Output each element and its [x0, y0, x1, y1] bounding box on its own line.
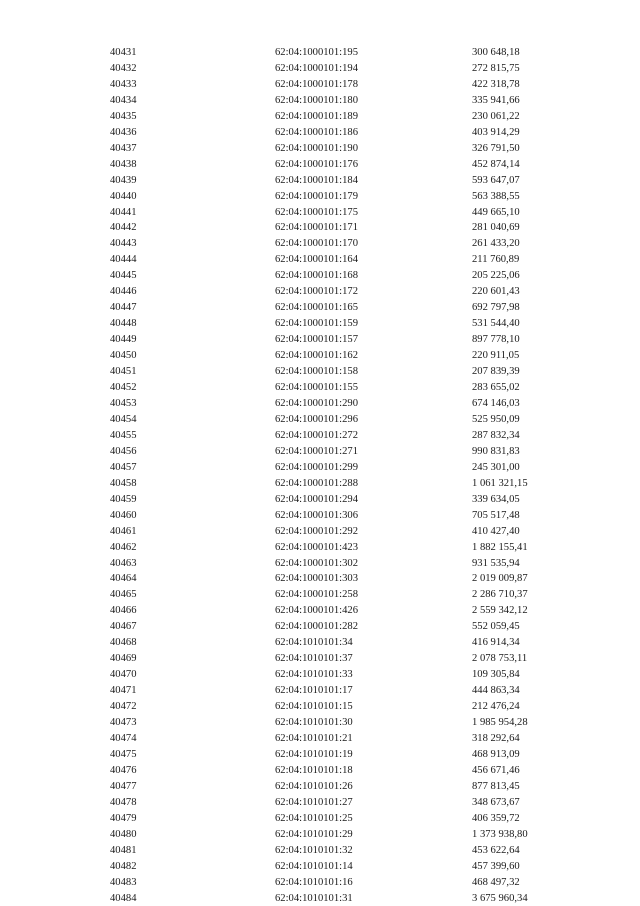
table-row — [0, 651, 640, 667]
cadastral-number: 62:04:1000101:303 — [275, 573, 358, 585]
row-number: 40437 — [110, 142, 137, 154]
table-row — [0, 747, 640, 763]
row-number: 40442 — [110, 222, 137, 234]
cadastral-number: 62:04:1010101:17 — [275, 685, 353, 697]
cadastral-value: 456 671,46 — [472, 764, 520, 776]
cadastral-number: 62:04:1000101:186 — [275, 126, 358, 138]
row-number: 40433 — [110, 78, 137, 90]
cadastral-value: 2 286 710,37 — [472, 589, 528, 601]
table-row — [0, 508, 640, 524]
row-number: 40436 — [110, 126, 137, 138]
cadastral-value: 205 225,06 — [472, 270, 520, 282]
table-row — [0, 763, 640, 779]
table-row — [0, 444, 640, 460]
table-row — [0, 348, 640, 364]
cadastral-value: 3 675 960,34 — [472, 892, 528, 904]
cadastral-number: 62:04:1000101:175 — [275, 206, 358, 218]
cadastral-value: 1 061 321,15 — [472, 477, 528, 489]
table-row — [0, 125, 640, 141]
cadastral-value: 406 359,72 — [472, 812, 520, 824]
table-row — [0, 460, 640, 476]
cadastral-number: 62:04:1000101:162 — [275, 350, 358, 362]
cadastral-number: 62:04:1000101:302 — [275, 557, 358, 569]
cadastral-number: 62:04:1000101:164 — [275, 254, 358, 266]
row-number: 40440 — [110, 190, 137, 202]
cadastral-value: 444 863,34 — [472, 685, 520, 697]
cadastral-number: 62:04:1010101:32 — [275, 844, 353, 856]
cadastral-value: 593 647,07 — [472, 174, 520, 186]
cadastral-value: 416 914,34 — [472, 637, 520, 649]
table-row — [0, 603, 640, 619]
cadastral-value: 207 839,39 — [472, 366, 520, 378]
cadastral-number: 62:04:1000101:258 — [275, 589, 358, 601]
cadastral-value: 2 078 753,11 — [472, 653, 528, 665]
cadastral-value: 990 831,83 — [472, 445, 520, 457]
row-number: 40441 — [110, 206, 137, 218]
cadastral-value: 449 665,10 — [472, 206, 520, 218]
cadastral-value: 552 059,45 — [472, 621, 520, 633]
table-row — [0, 45, 640, 61]
table-row — [0, 827, 640, 843]
cadastral-value: 220 911,05 — [472, 350, 520, 362]
row-number: 40448 — [110, 318, 137, 330]
table-row — [0, 699, 640, 715]
cadastral-number: 62:04:1010101:37 — [275, 653, 353, 665]
cadastral-number: 62:04:1000101:426 — [275, 605, 358, 617]
table-row — [0, 524, 640, 540]
table-row — [0, 891, 640, 906]
cadastral-value: 468 497,32 — [472, 876, 520, 888]
row-number: 40475 — [110, 748, 137, 760]
cadastral-value: 283 655,02 — [472, 382, 520, 394]
row-number: 40434 — [110, 94, 137, 106]
row-number: 40466 — [110, 605, 137, 617]
cadastral-value: 1 882 155,41 — [472, 541, 528, 553]
cadastral-value: 335 941,66 — [472, 94, 520, 106]
cadastral-number: 62:04:1000101:271 — [275, 445, 358, 457]
row-number: 40473 — [110, 717, 137, 729]
cadastral-number: 62:04:1000101:159 — [275, 318, 358, 330]
cadastral-number: 62:04:1010101:16 — [275, 876, 353, 888]
table-row — [0, 667, 640, 683]
table-row — [0, 587, 640, 603]
row-number: 40457 — [110, 461, 137, 473]
row-number: 40468 — [110, 637, 137, 649]
table-row — [0, 683, 640, 699]
cadastral-value: 410 427,40 — [472, 525, 520, 537]
cadastral-value: 453 622,64 — [472, 844, 520, 856]
cadastral-value: 531 544,40 — [472, 318, 520, 330]
cadastral-number: 62:04:1010101:33 — [275, 669, 353, 681]
cadastral-number: 62:04:1000101:165 — [275, 302, 358, 314]
table-row — [0, 715, 640, 731]
table-row — [0, 795, 640, 811]
table-row — [0, 157, 640, 173]
row-number: 40438 — [110, 158, 137, 170]
row-number: 40459 — [110, 493, 137, 505]
table-row — [0, 300, 640, 316]
cadastral-number: 62:04:1000101:157 — [275, 334, 358, 346]
row-number: 40464 — [110, 573, 137, 585]
row-number: 40449 — [110, 334, 137, 346]
cadastral-value: 281 040,69 — [472, 222, 520, 234]
row-number: 40452 — [110, 382, 137, 394]
cadastral-value: 245 301,00 — [472, 461, 520, 473]
row-number: 40463 — [110, 557, 137, 569]
table-row — [0, 428, 640, 444]
table-row — [0, 556, 640, 572]
table-row — [0, 173, 640, 189]
cadastral-number: 62:04:1010101:31 — [275, 892, 353, 904]
cadastral-number: 62:04:1000101:179 — [275, 190, 358, 202]
row-number: 40455 — [110, 429, 137, 441]
cadastral-value: 692 797,98 — [472, 302, 520, 314]
row-number: 40478 — [110, 796, 137, 808]
table-row — [0, 571, 640, 587]
cadastral-number: 62:04:1000101:282 — [275, 621, 358, 633]
row-number: 40477 — [110, 780, 137, 792]
cadastral-number: 62:04:1010101:26 — [275, 780, 353, 792]
cadastral-number: 62:04:1000101:195 — [275, 47, 358, 58]
cadastral-value: 2 559 342,12 — [472, 605, 528, 617]
table-row — [0, 189, 640, 205]
cadastral-value: 287 832,34 — [472, 429, 520, 441]
row-number: 40474 — [110, 732, 137, 744]
table-row — [0, 77, 640, 93]
cadastral-number: 62:04:1000101:190 — [275, 142, 358, 154]
data-table — [0, 45, 640, 906]
cadastral-value: 318 292,64 — [472, 732, 520, 744]
row-number: 40472 — [110, 701, 137, 713]
row-number: 40454 — [110, 413, 137, 425]
row-number: 40465 — [110, 589, 137, 601]
row-number: 40435 — [110, 110, 137, 122]
row-number: 40458 — [110, 477, 137, 489]
row-number: 40444 — [110, 254, 137, 266]
cadastral-value: 877 813,45 — [472, 780, 520, 792]
cadastral-number: 62:04:1000101:172 — [275, 286, 358, 298]
table-row — [0, 141, 640, 157]
cadastral-number: 62:04:1000101:299 — [275, 461, 358, 473]
table-row — [0, 380, 640, 396]
cadastral-number: 62:04:1000101:171 — [275, 222, 358, 234]
cadastral-value: 468 913,09 — [472, 748, 520, 760]
cadastral-value: 525 950,09 — [472, 413, 520, 425]
cadastral-number: 62:04:1000101:158 — [275, 366, 358, 378]
cadastral-value: 339 634,05 — [472, 493, 520, 505]
cadastral-value: 563 388,55 — [472, 190, 520, 202]
row-number: 40483 — [110, 876, 137, 888]
cadastral-number: 62:04:1000101:288 — [275, 477, 358, 489]
table-row — [0, 332, 640, 348]
row-number: 40479 — [110, 812, 137, 824]
table-row — [0, 364, 640, 380]
cadastral-value: 1 373 938,80 — [472, 828, 528, 840]
row-number: 40450 — [110, 350, 137, 362]
row-number: 40439 — [110, 174, 137, 186]
cadastral-value: 457 399,60 — [472, 860, 520, 872]
cadastral-value: 220 601,43 — [472, 286, 520, 298]
table-row — [0, 236, 640, 252]
cadastral-value: 261 433,20 — [472, 238, 520, 250]
row-number: 40453 — [110, 397, 137, 409]
row-number: 40481 — [110, 844, 137, 856]
cadastral-value: 109 305,84 — [472, 669, 520, 681]
cadastral-value: 230 061,22 — [472, 110, 520, 122]
cadastral-number: 62:04:1000101:292 — [275, 525, 358, 537]
cadastral-value: 1 985 954,28 — [472, 717, 528, 729]
table-row — [0, 875, 640, 891]
row-number: 40443 — [110, 238, 137, 250]
table-row — [0, 843, 640, 859]
cadastral-number: 62:04:1000101:155 — [275, 382, 358, 394]
cadastral-value: 326 791,50 — [472, 142, 520, 154]
cadastral-value: 897 778,10 — [472, 334, 520, 346]
table-row — [0, 779, 640, 795]
row-number: 40445 — [110, 270, 137, 282]
table-row — [0, 252, 640, 268]
cadastral-number: 62:04:1000101:189 — [275, 110, 358, 122]
table-row — [0, 476, 640, 492]
cadastral-number: 62:04:1010101:15 — [275, 701, 353, 713]
row-number: 40484 — [110, 892, 137, 904]
cadastral-value: 403 914,29 — [472, 126, 520, 138]
table-row — [0, 619, 640, 635]
cadastral-number: 62:04:1000101:184 — [275, 174, 358, 186]
cadastral-number: 62:04:1000101:294 — [275, 493, 358, 505]
table-row — [0, 412, 640, 428]
table-row — [0, 284, 640, 300]
cadastral-number: 62:04:1010101:19 — [275, 748, 353, 760]
cadastral-number: 62:04:1000101:170 — [275, 238, 358, 250]
cadastral-number: 62:04:1000101:272 — [275, 429, 358, 441]
row-number: 40462 — [110, 541, 137, 553]
cadastral-number: 62:04:1010101:27 — [275, 796, 353, 808]
table-row — [0, 635, 640, 651]
cadastral-value: 422 318,78 — [472, 78, 520, 90]
table-row — [0, 61, 640, 77]
cadastral-value: 212 476,24 — [472, 701, 520, 713]
cadastral-value: 272 815,75 — [472, 62, 520, 74]
cadastral-number: 62:04:1010101:29 — [275, 828, 353, 840]
row-number: 40480 — [110, 828, 137, 840]
row-number: 40456 — [110, 445, 137, 457]
table-row — [0, 811, 640, 827]
cadastral-number: 62:04:1000101:306 — [275, 509, 358, 521]
row-number: 40467 — [110, 621, 137, 633]
table-row — [0, 316, 640, 332]
cadastral-number: 62:04:1010101:30 — [275, 717, 353, 729]
cadastral-number: 62:04:1010101:21 — [275, 732, 353, 744]
cadastral-number: 62:04:1000101:194 — [275, 62, 358, 74]
table-row — [0, 540, 640, 556]
row-number: 40446 — [110, 286, 137, 298]
row-number: 40460 — [110, 509, 137, 521]
cadastral-number: 62:04:1000101:423 — [275, 541, 358, 553]
table-row — [0, 268, 640, 284]
cadastral-number: 62:04:1000101:290 — [275, 397, 358, 409]
cadastral-value: 300 648,18 — [472, 47, 520, 58]
table-row — [0, 492, 640, 508]
table-row — [0, 396, 640, 412]
cadastral-value: 348 673,67 — [472, 796, 520, 808]
row-number: 40469 — [110, 653, 137, 665]
cadastral-value: 931 535,94 — [472, 557, 520, 569]
row-number: 40470 — [110, 669, 137, 681]
row-number: 40461 — [110, 525, 137, 537]
row-number: 40432 — [110, 62, 137, 74]
cadastral-value: 674 146,03 — [472, 397, 520, 409]
row-number: 40431 — [110, 47, 137, 58]
row-number: 40476 — [110, 764, 137, 776]
row-number: 40447 — [110, 302, 137, 314]
cadastral-value: 705 517,48 — [472, 509, 520, 521]
cadastral-number: 62:04:1010101:18 — [275, 764, 353, 776]
cadastral-value: 211 760,89 — [472, 254, 520, 266]
table-row — [0, 731, 640, 747]
table-row — [0, 205, 640, 221]
cadastral-number: 62:04:1000101:178 — [275, 78, 358, 90]
table-row — [0, 220, 640, 236]
row-number: 40451 — [110, 366, 137, 378]
cadastral-number: 62:04:1000101:168 — [275, 270, 358, 282]
row-number: 40482 — [110, 860, 137, 872]
cadastral-number: 62:04:1010101:14 — [275, 860, 353, 872]
table-row — [0, 93, 640, 109]
cadastral-number: 62:04:1000101:296 — [275, 413, 358, 425]
cadastral-number: 62:04:1000101:180 — [275, 94, 358, 106]
cadastral-value: 452 874,14 — [472, 158, 520, 170]
cadastral-number: 62:04:1000101:176 — [275, 158, 358, 170]
cadastral-value: 2 019 009,87 — [472, 573, 528, 585]
cadastral-number: 62:04:1010101:34 — [275, 637, 353, 649]
table-row — [0, 859, 640, 875]
cadastral-number: 62:04:1010101:25 — [275, 812, 353, 824]
row-number: 40471 — [110, 685, 137, 697]
table-row — [0, 109, 640, 125]
